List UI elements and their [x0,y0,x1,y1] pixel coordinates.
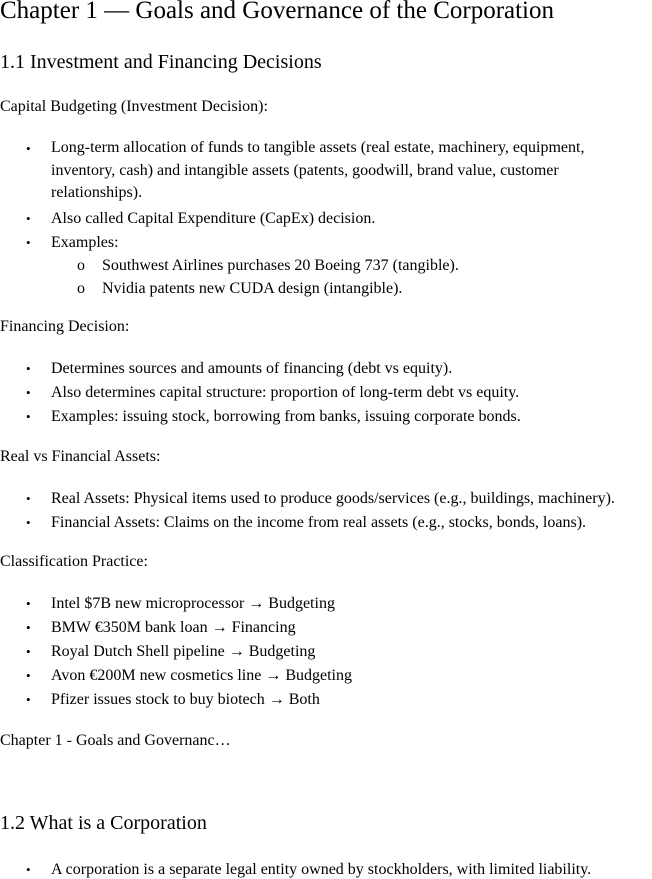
capital-budgeting-label: Capital Budgeting (Investment Decision): [0,98,268,115]
list-item-text: Intel $7B new microprocessor → Budgeting [51,595,335,612]
list-item [0,858,652,879]
bullet-icon: • [26,234,31,250]
list-item-text: Financial Assets: Claims on the income from real assets (e.g., stocks, bonds, loans). [51,514,587,531]
classification-practice-list [0,592,652,711]
list-item-text: Determines sources and amounts of financing (debt vs equity). [51,360,453,377]
list-item-text: Real Assets: Physical items used to produce goods/services (e.g., buildings, machinery). [51,490,615,507]
list-item [0,640,652,663]
sub-list-item-text: Southwest Airlines purchases 20 Boeing 737 (tangible). [102,256,459,274]
chapter-footer-link[interactable]: Chapter 1 - Goals and Governanc… [0,732,231,749]
list-item-text: Pfizer issues stock to buy biotech → Both [51,691,320,708]
sub-list-item [51,277,652,300]
list-item-text: Examples: issuing stock, borrowing from banks, issuing corporate bonds. [51,408,521,425]
real-vs-financial-list [0,487,652,534]
list-item-text: Also called Capital Expenditure (CapEx) decision. [51,209,376,227]
bullet-icon: • [26,620,31,635]
bullet-icon: • [26,491,31,506]
bullet-icon: • [26,515,31,530]
section-heading-1-2: 1.2 What is a Corporation [0,812,207,834]
circle-bullet-icon: o [77,256,85,274]
list-item-text: Examples: [51,233,119,251]
bullet-icon: • [26,692,31,707]
bullet-icon: • [26,361,31,376]
list-item-text: Avon €200M new cosmetics line → Budgeting [51,667,352,684]
list-item [0,487,652,510]
list-item-text: BMW €350M bank loan → Financing [51,619,296,636]
financing-decision-label: Financing Decision: [0,318,130,335]
list-item [0,357,652,380]
bullet-icon: • [26,862,31,877]
list-item-text: Also determines capital structure: proportion of long-term debt vs equity. [51,384,520,401]
capital-budgeting-list [0,137,652,300]
bullet-icon: • [26,668,31,683]
bullet-icon: • [26,210,31,226]
list-item [0,688,652,711]
list-item [0,592,652,615]
sub-list-item [51,254,652,277]
list-item [0,231,652,300]
bullet-icon: • [26,596,31,611]
list-item [0,137,652,205]
list-item [0,511,652,534]
sub-list-item-text: Nvidia patents new CUDA design (intangible). [102,279,403,297]
bullet-icon: • [26,385,31,400]
examples-sublist [51,254,652,300]
real-vs-financial-label: Real vs Financial Assets: [0,448,161,465]
circle-bullet-icon: o [77,279,85,297]
bullet-icon: • [26,409,31,424]
list-item-text: A corporation is a separate legal entity owned by stockholders, with limited liability. [51,861,592,878]
list-item-text: Royal Dutch Shell pipeline → Budgeting [51,643,316,660]
bullet-icon: • [26,644,31,659]
list-item-text: Long-term allocation of funds to tangible assets (real estate, machinery, equipment, inventory, cash) and intangible assets (patents, goodwill, brand value, customer relationships). [51,139,585,201]
section-heading-1-1: 1.1 Investment and Financing Decisions [0,51,322,73]
bullet-icon: • [26,141,31,156]
list-item [0,616,652,639]
financing-decision-list [0,357,652,428]
list-item [0,381,652,404]
classification-practice-label: Classification Practice: [0,553,148,570]
list-item [0,405,652,428]
list-item [0,664,652,687]
corporation-list [0,858,652,879]
chapter-title: Chapter 1 — Goals and Governance of the Corporation [0,0,555,24]
list-item [0,207,652,230]
